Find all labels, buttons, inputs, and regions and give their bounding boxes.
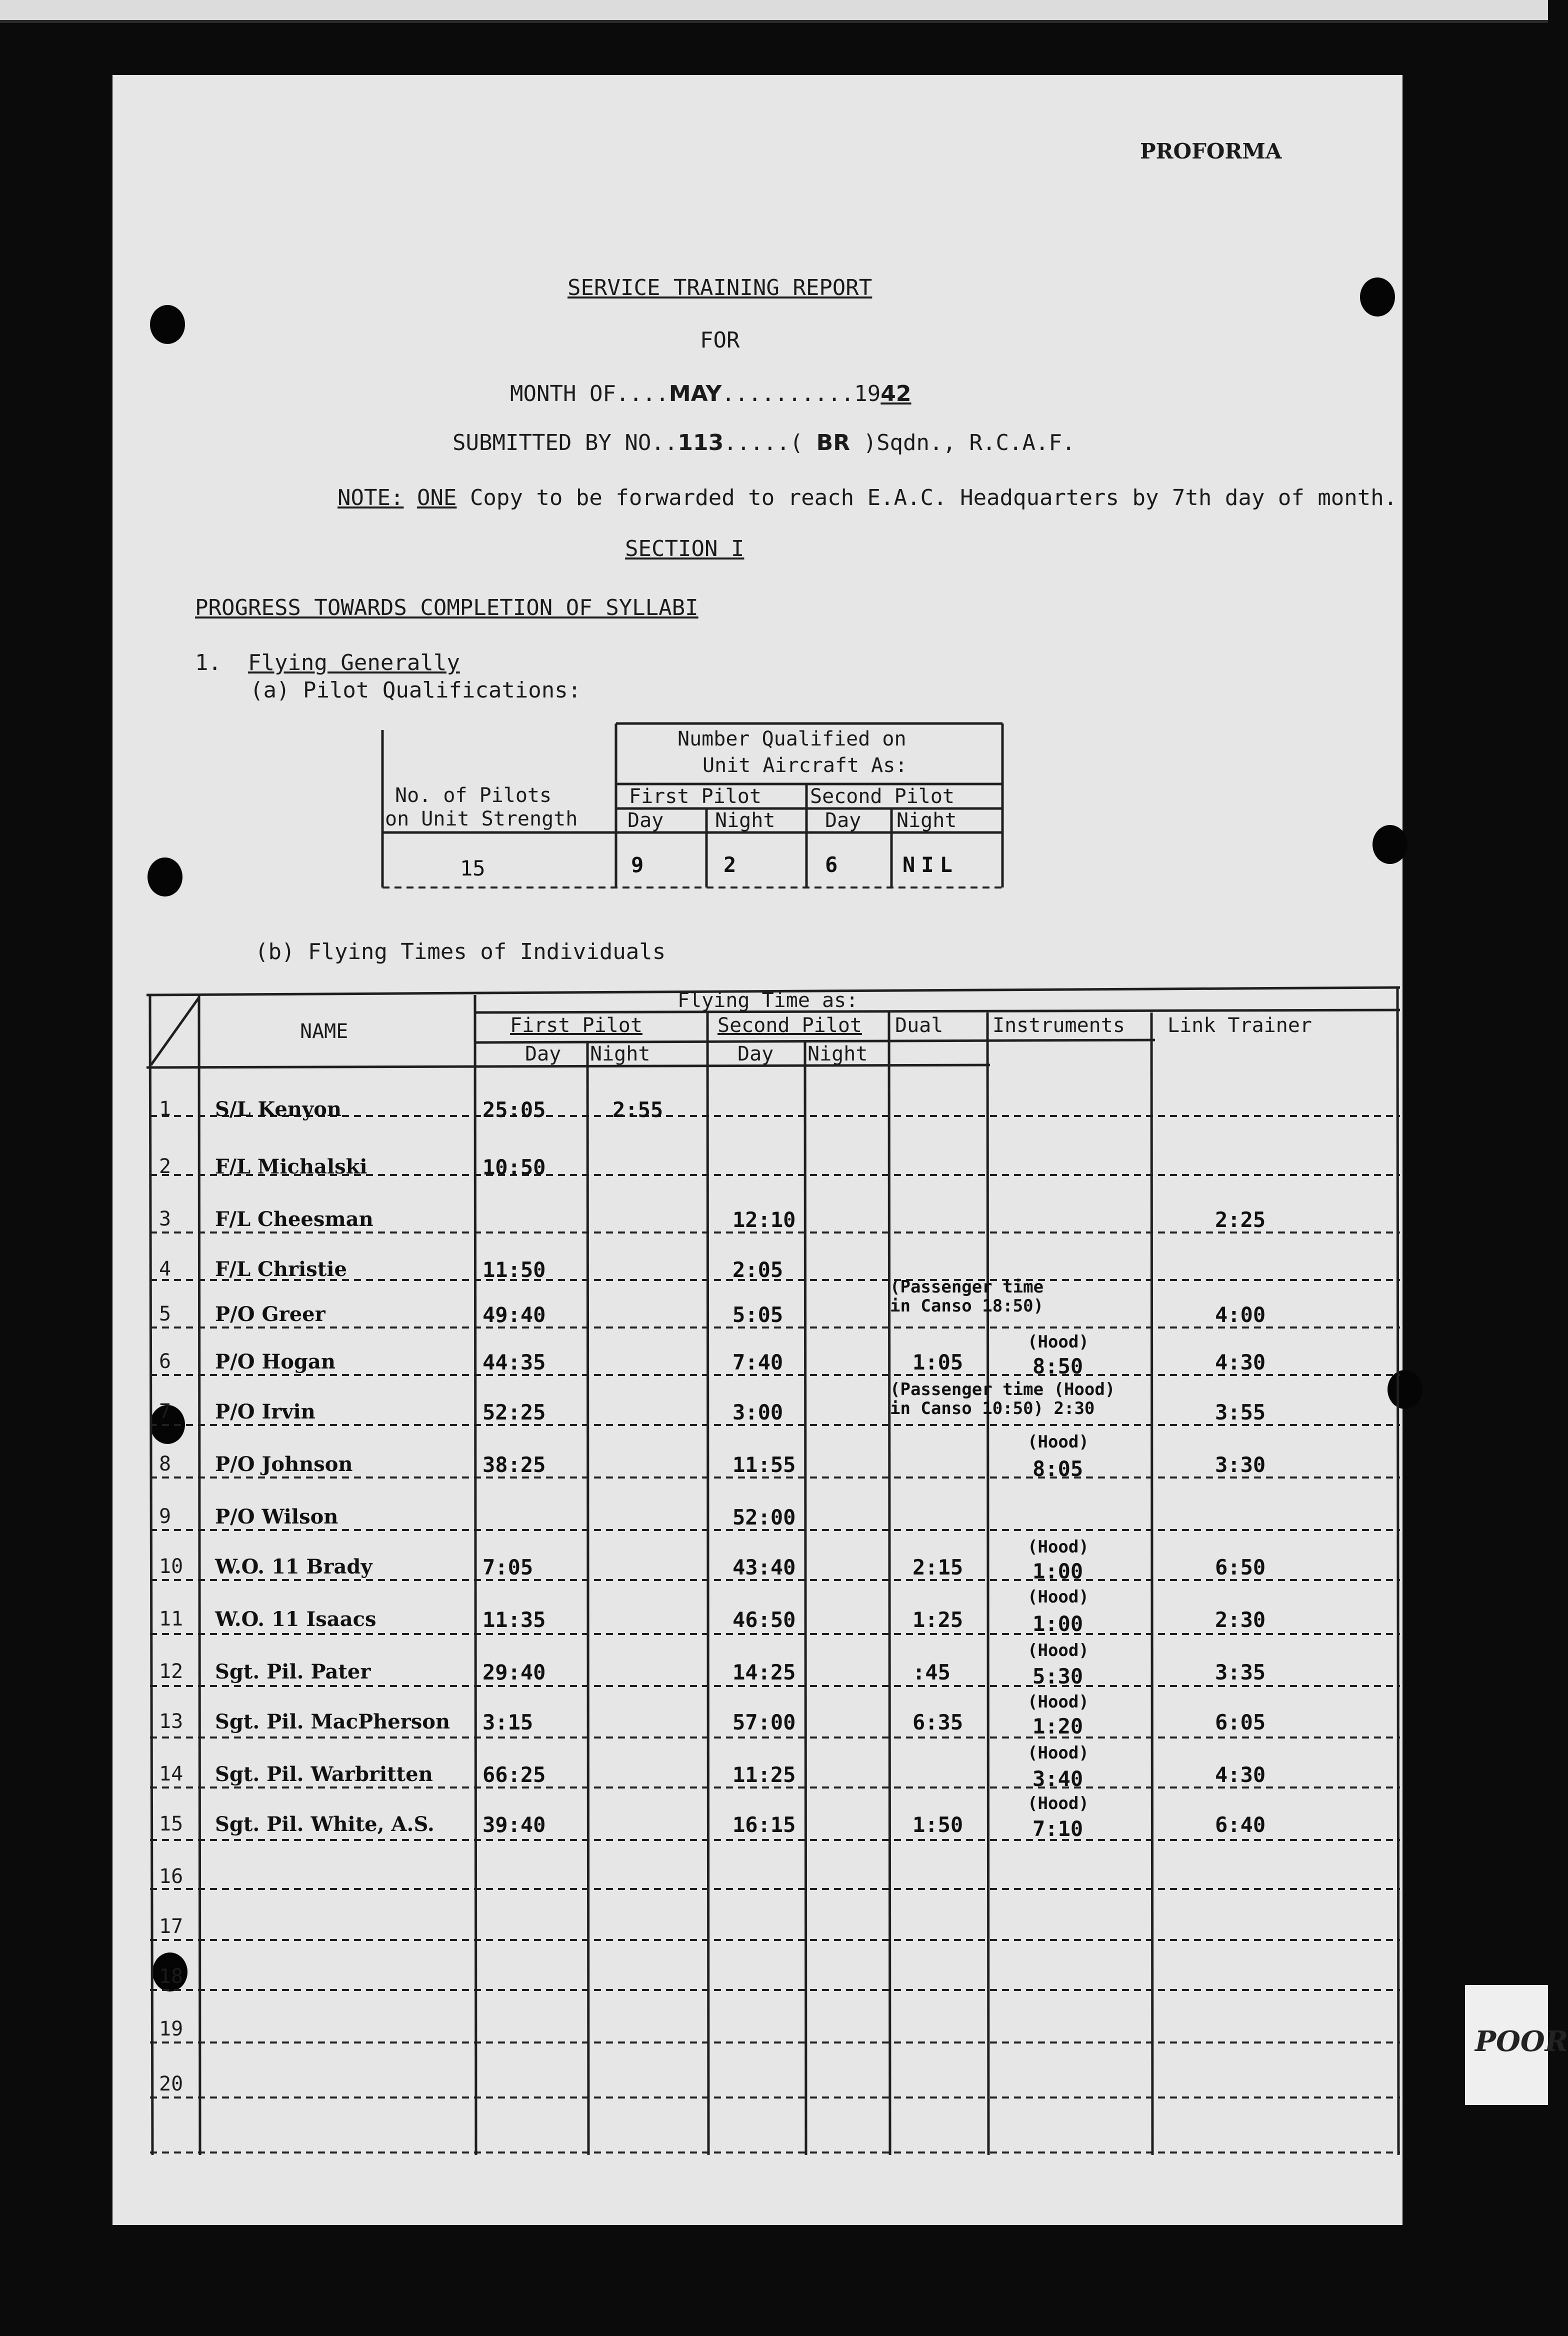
name-column-header: NAME — [300, 1020, 348, 1043]
row-number: 14 — [159, 1762, 184, 1786]
first-pilot-day-time: 25:05 — [482, 1098, 546, 1122]
year-value: 42 — [880, 381, 912, 406]
hood-note-row11: (Hood) — [1028, 1587, 1089, 1607]
row-number: 5 — [159, 1302, 172, 1326]
note-text: Copy to be forwarded to reach E.A.C. Headquarters by 7th day of month. — [470, 485, 1398, 510]
row-number: 8 — [159, 1452, 172, 1476]
pilots-header-line2: on Unit Strength — [385, 808, 578, 830]
first-pilot-day-time: 11:35 — [482, 1608, 546, 1632]
for-label: FOR — [700, 328, 740, 353]
note-label: NOTE: — [338, 485, 404, 510]
first-pilot-day-time: 38:25 — [482, 1452, 546, 1477]
dual-time: 1:25 — [912, 1608, 964, 1632]
qualified-header-line2: Unit Aircraft As: — [702, 754, 908, 777]
second-pilot-day-time: 16:15 — [732, 1812, 796, 1837]
month-value: MAY — [668, 381, 722, 406]
row-number: 19 — [159, 2018, 184, 2040]
pilot-name: F/L Michalski — [215, 1155, 368, 1178]
first-pilot-day-time: 7:05 — [482, 1555, 534, 1580]
second-pilot-night-header: Night — [808, 1042, 868, 1066]
instrument-time: 3:40 — [1032, 1766, 1084, 1791]
link-trainer-time: 4:30 — [1215, 1762, 1266, 1787]
submitted-mid: .....( — [724, 430, 804, 456]
note-one: ONE — [416, 485, 457, 510]
row-number: 12 — [159, 1660, 184, 1683]
item-number: 1. — [195, 650, 222, 676]
pilot-name: P/O Greer — [215, 1302, 326, 1326]
row-number: 9 — [159, 1505, 172, 1528]
first-pilot-day-time: 52:25 — [482, 1400, 546, 1424]
hood-note-row10: (Hood) — [1028, 1537, 1089, 1557]
pilots-header-line1: No. of Pilots — [395, 784, 552, 807]
instrument-time: 1:20 — [1032, 1714, 1084, 1738]
pilot-name: P/O Irvin — [215, 1400, 316, 1424]
row-number: 6 — [159, 1350, 172, 1373]
qualified-header-line1: Number Qualified on — [678, 728, 906, 750]
squadron-number: 113 — [678, 430, 724, 456]
hood-note-row14: (Hood) — [1028, 1743, 1089, 1763]
link-trainer-time: 6:05 — [1215, 1710, 1266, 1734]
row-number: 11 — [159, 1608, 184, 1630]
link-trainer-time: 4:30 — [1215, 1350, 1266, 1374]
first-pilot-day-time: 3:15 — [482, 1710, 534, 1734]
first-pilot-day-time: 49:40 — [482, 1302, 546, 1327]
instrument-time: 8:50 — [1032, 1354, 1084, 1378]
instrument-time: 1:00 — [1032, 1612, 1084, 1636]
qual-second-night-value: NIL — [902, 852, 958, 877]
second-pilot-day-time: 52:00 — [732, 1505, 796, 1530]
first-pilot-day-time: 29:40 — [482, 1660, 546, 1684]
dual-time: 6:35 — [912, 1710, 964, 1734]
first-pilot-day-time: 11:50 — [482, 1258, 546, 1282]
hood-note-row8: (Hood) — [1028, 1432, 1089, 1452]
pilot-name: P/O Johnson — [215, 1452, 353, 1476]
link-trainer-time: 6:40 — [1215, 1812, 1266, 1837]
qual-first-day-value: 9 — [631, 852, 644, 877]
first-pilot-header: First Pilot — [510, 1014, 642, 1037]
second-pilot-day-time: 12:10 — [732, 1208, 796, 1232]
first-pilot-night-header: Night — [590, 1042, 650, 1066]
squadron-type: BR — [816, 430, 850, 456]
link-trainer-time: 4:00 — [1215, 1302, 1266, 1327]
flying-generally-heading: Flying Generally — [248, 650, 460, 676]
dual-time: 1:05 — [912, 1350, 964, 1374]
row-number: 20 — [159, 2072, 184, 2096]
link-trainer-time: 3:55 — [1215, 1400, 1266, 1424]
qual-second-night-header: Night — [896, 809, 957, 832]
month-prefix: MONTH OF.... — [510, 381, 669, 406]
qual-first-day-header: Day — [628, 809, 664, 832]
passenger-note-row5-line2: in Canso 18:50) — [890, 1296, 1044, 1316]
row-number: 2 — [159, 1155, 172, 1178]
report-title: SERVICE TRAINING REPORT — [568, 275, 872, 300]
link-trainer-header: Link Trainer — [1168, 1014, 1312, 1037]
second-pilot-day-time: 2:05 — [732, 1258, 784, 1282]
pilot-name: P/O Wilson — [215, 1505, 338, 1528]
instrument-time: 1:00 — [1032, 1559, 1084, 1584]
flying-time-group-header: Flying Time as: — [678, 989, 858, 1012]
row-number: 18 — [159, 1965, 184, 1988]
second-pilot-header: Second Pilot — [718, 1014, 862, 1037]
pilot-name: Sgt. Pil. White, A.S. — [215, 1812, 434, 1836]
link-trainer-time: 3:30 — [1215, 1452, 1266, 1477]
second-pilot-day-time: 5:05 — [732, 1302, 784, 1327]
row-number: 4 — [159, 1258, 172, 1280]
hood-note-row15: (Hood) — [1028, 1794, 1089, 1814]
qual-first-night-header: Night — [715, 809, 776, 832]
passenger-note-row5-line1: (Passenger time — [890, 1277, 1044, 1297]
flying-times-heading: (b) Flying Times of Individuals — [255, 939, 666, 964]
pilot-name: F/L Christie — [215, 1258, 347, 1281]
pilot-name: S/L Kenyon — [215, 1098, 342, 1121]
passenger-note-row7-line2: in Canso 10:50) 2:30 — [890, 1398, 1095, 1418]
pilot-name: P/O Hogan — [215, 1350, 336, 1374]
qual-second-day-header: Day — [825, 809, 862, 832]
instrument-time: 8:05 — [1032, 1456, 1084, 1481]
row-number: 16 — [159, 1865, 184, 1888]
pilot-name: Sgt. Pil. MacPherson — [215, 1710, 450, 1734]
second-pilot-day-time: 7:40 — [732, 1350, 784, 1374]
link-trainer-time: 6:50 — [1215, 1555, 1266, 1580]
second-pilot-day-time: 43:40 — [732, 1555, 796, 1580]
first-pilot-day-time: 10:50 — [482, 1155, 546, 1180]
first-pilot-day-time: 44:35 — [482, 1350, 546, 1374]
qual-first-night-value: 2 — [724, 852, 736, 877]
row-number: 15 — [159, 1812, 184, 1836]
link-trainer-time: 3:35 — [1215, 1660, 1266, 1684]
progress-heading: PROGRESS TOWARDS COMPLETION OF SYLLABI — [195, 595, 698, 620]
second-pilot-day-time: 3:00 — [732, 1400, 784, 1424]
qual-first-pilot-header: First Pilot — [629, 785, 762, 808]
quality-tab-label: POOR — [1475, 2025, 1568, 2058]
submitted-suffix: )Sqdn., R.C.A.F. — [863, 430, 1076, 456]
dual-time: 2:15 — [912, 1555, 964, 1580]
submitted-prefix: SUBMITTED BY NO.. — [452, 430, 678, 456]
instrument-time: 5:30 — [1032, 1664, 1084, 1688]
row-number: 10 — [159, 1555, 184, 1578]
hood-note-row6: (Hood) — [1028, 1332, 1089, 1352]
hood-note-row13: (Hood) — [1028, 1692, 1089, 1712]
section-heading: SECTION I — [625, 536, 744, 562]
instrument-time: 7:10 — [1032, 1816, 1084, 1841]
passenger-note-row7 — [890, 1380, 1115, 1418]
dual-time: :45 — [912, 1660, 950, 1684]
pilot-qualifications-heading: (a) Pilot Qualifications: — [250, 678, 582, 703]
first-pilot-day-time: 39:40 — [482, 1812, 546, 1837]
qual-pilots-value: 15 — [460, 856, 486, 880]
second-pilot-day-header: Day — [738, 1042, 774, 1066]
row-number: 17 — [159, 1915, 184, 1938]
pilot-name: W.O. 11 Brady — [215, 1555, 372, 1578]
pilot-name: Sgt. Pil. Warbritten — [215, 1762, 433, 1786]
row-number: 1 — [159, 1098, 172, 1120]
second-pilot-day-time: 46:50 — [732, 1608, 796, 1632]
second-pilot-day-time: 11:25 — [732, 1762, 796, 1787]
row-number: 7 — [159, 1400, 172, 1423]
dual-header: Dual — [895, 1014, 944, 1037]
passenger-note-row7-line1: (Passenger time (Hood) — [890, 1380, 1116, 1400]
row-number: 13 — [159, 1710, 184, 1733]
dual-time: 1:50 — [912, 1812, 964, 1837]
qual-second-pilot-header: Second Pilot — [810, 785, 954, 808]
passenger-note-row5 — [890, 1278, 1044, 1316]
link-trainer-time: 2:25 — [1215, 1208, 1266, 1232]
second-pilot-day-time: 57:00 — [732, 1710, 796, 1734]
pilot-name: F/L Cheesman — [215, 1208, 374, 1231]
first-pilot-night-time: 2:55 — [612, 1098, 664, 1122]
month-mid: ..........19 — [722, 381, 881, 406]
pilot-name: W.O. 11 Isaacs — [215, 1608, 376, 1631]
second-pilot-day-time: 14:25 — [732, 1660, 796, 1684]
hood-note-row12: (Hood) — [1028, 1640, 1089, 1660]
second-pilot-day-time: 11:55 — [732, 1452, 796, 1477]
qual-second-day-value: 6 — [825, 852, 838, 877]
first-pilot-day-time: 66:25 — [482, 1762, 546, 1787]
pilot-name: Sgt. Pil. Pater — [215, 1660, 371, 1684]
proforma-label: PROFORMA — [1140, 139, 1282, 164]
first-pilot-day-header: Day — [525, 1042, 562, 1066]
instruments-header: Instruments — [992, 1014, 1125, 1037]
link-trainer-time: 2:30 — [1215, 1608, 1266, 1632]
row-number: 3 — [159, 1208, 172, 1230]
